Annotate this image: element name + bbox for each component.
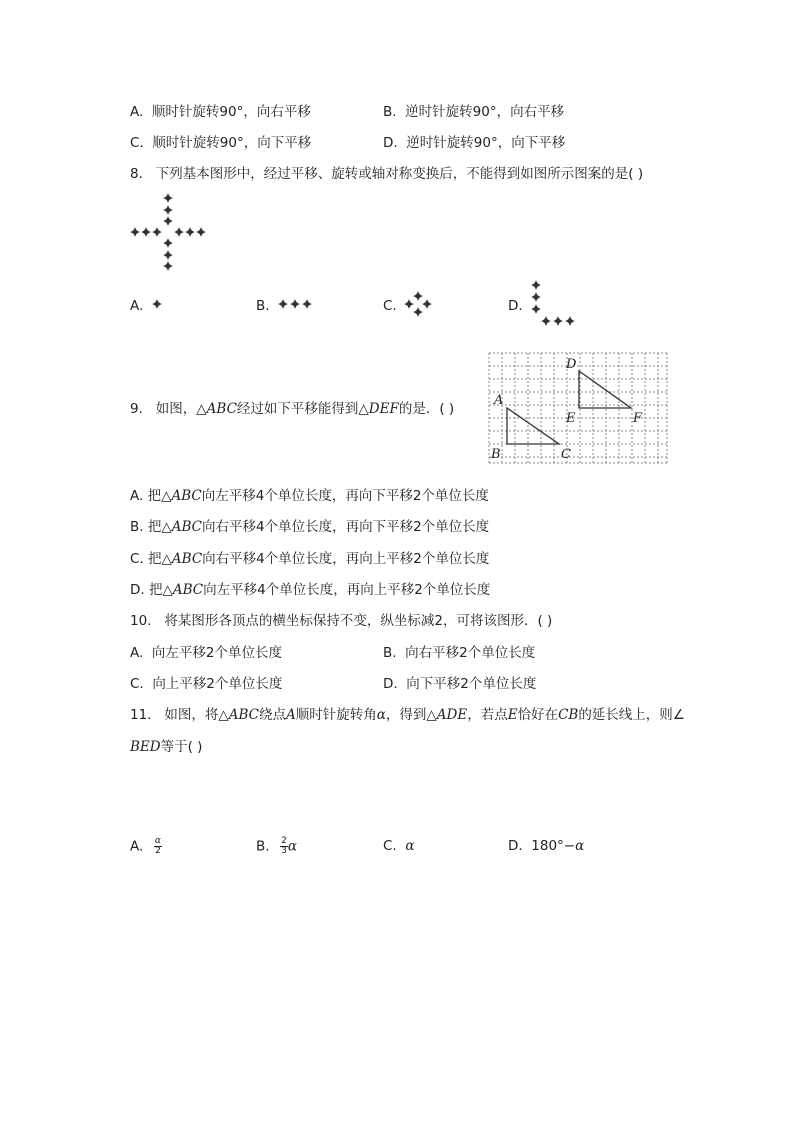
q11-option-d [508,837,584,855]
question-text: ，若点 [467,707,508,723]
option-text: 把 [148,582,163,598]
triangle-symbol: △ [426,707,437,723]
math-var: α [287,838,298,855]
option-letter: C. [383,838,397,854]
option-letter: A. [130,645,144,661]
q9-option-c [130,550,489,568]
math-var: ABC [171,519,202,535]
question-text: 恰好在 [517,707,559,723]
math-var: E [507,707,518,723]
triangle-symbol: △ [196,401,207,417]
triangle-symbol: △ [218,707,229,723]
q11-stem-line2 [130,738,202,756]
triangle-symbol: △ [162,582,173,598]
label-f: F [633,411,643,426]
question-text: 将某图形各顶点的横坐标保持不变，纵坐标减2，可将该图形．( ) [164,613,553,629]
triangle-symbol: △ [358,401,369,417]
option-letter: D. [383,135,398,151]
option-text: 向右平移4个单位长度，再向下平移2个单位长度 [202,519,490,535]
q10-option-d [383,675,536,693]
label-d: D [566,357,577,372]
label-a: A [494,393,504,408]
option-text: 把 [147,519,162,535]
q10-option-a [130,644,282,662]
triangle-symbol: △ [161,488,172,504]
option-letter: A. [130,104,144,120]
label-b: B [491,447,501,462]
q9-option-b [130,518,489,536]
math-var: ABC [171,488,202,504]
option-letter: B. [256,838,270,855]
option-text: 逆时针旋转90°，向右平移 [405,104,565,120]
question-number: 9. [130,401,143,417]
fraction [280,837,288,856]
option-text: 向右平移4个单位长度，再向上平移2个单位长度 [202,551,490,567]
math-var: ABC [206,401,237,417]
fraction-numerator: 2 [281,836,287,846]
math-var: α [405,838,415,854]
option-letter: D. [508,838,523,854]
option-text: 把 [148,551,162,567]
option-letter: D. [383,676,398,692]
question-text: 如图， [155,401,197,417]
question-text: ，得到 [385,707,427,723]
math-var: DEF [368,401,399,417]
q10-option-b [383,644,535,662]
math-var: ADE [436,707,468,723]
grid-lines [489,353,667,463]
question-number: 11. [130,707,152,723]
q8-option-a-label: A. [130,298,144,314]
option-letter: A. [130,488,144,504]
math-var: ABC [172,582,204,598]
q11-stem-line1 [130,706,685,724]
q11-option-c [383,837,414,855]
option-text: 向上平移2个单位长度 [152,676,283,692]
option-text: 把 [147,488,162,504]
question-text: 等于( ) [160,739,203,755]
math-var: CB [558,707,579,723]
option-letter: D. [130,582,145,598]
label-e: E [566,411,576,426]
fraction-denominator: 3 [281,846,287,856]
option-text: 向左平移4个单位长度，再向下平移2个单位长度 [201,488,489,504]
option-letter: C. [130,135,144,151]
option-text: 顺时针旋转90°，向下平移 [152,135,312,151]
option-text: 向左平移4个单位长度，再向上平移2个单位长度 [203,582,491,598]
option-text: 向下平移2个单位长度 [406,676,537,692]
q10-option-c [130,675,282,693]
q10-stem [130,612,552,630]
q8-option-d-label: D. [508,298,523,314]
option-letter: B. [383,104,397,120]
math-var: α [376,707,386,723]
question-text: 下列基本图形中，经过平移、旋转或轴对称变换后，不能得到如图所示图案的是( ) [155,166,644,182]
option-text: 180°− [531,838,576,854]
fraction-denominator: 2 [155,846,161,856]
q11-option-b [256,837,297,856]
q11-option-a [130,837,162,856]
option-text: 逆时针旋转90°，向下平移 [406,135,566,151]
question-text: 顺时针旋转角 [295,707,377,723]
q8-option-b-label: B. [256,298,270,314]
option-letter: B. [130,519,144,535]
question-number: 8. [130,166,143,182]
option-letter: C. [130,676,144,692]
triangle-def [579,371,631,408]
math-var: α [575,838,585,854]
math-var: A [286,707,296,723]
math-var: ABC [228,707,259,723]
q9-option-d [130,581,490,599]
option-text: 向右平移2个单位长度 [405,645,536,661]
option-letter: B. [383,645,397,661]
question-text: 经过如下平移能得到 [236,401,359,417]
option-text: 顺时针旋转90°，向右平移 [151,104,311,120]
question-text: 如图，将 [164,707,219,723]
option-letter: C. [130,551,144,567]
question-text: 绕点 [259,707,286,723]
fraction-numerator: α [154,836,161,846]
option-letter: A. [130,838,144,855]
label-c: C [561,447,571,462]
math-var: BED [130,739,161,755]
triangle-symbol: △ [161,519,172,535]
math-var: ABC [171,551,203,567]
q9-option-a [130,487,489,505]
option-text: 向左平移2个单位长度 [151,645,282,661]
question-number: 10. [130,613,152,629]
triangle-symbol: △ [161,551,172,567]
question-text: 的是．( ) [398,401,455,417]
question-text: 的延长线上，则∠ [578,707,685,723]
q8-option-c-label: C. [383,298,397,314]
fraction [154,837,162,856]
